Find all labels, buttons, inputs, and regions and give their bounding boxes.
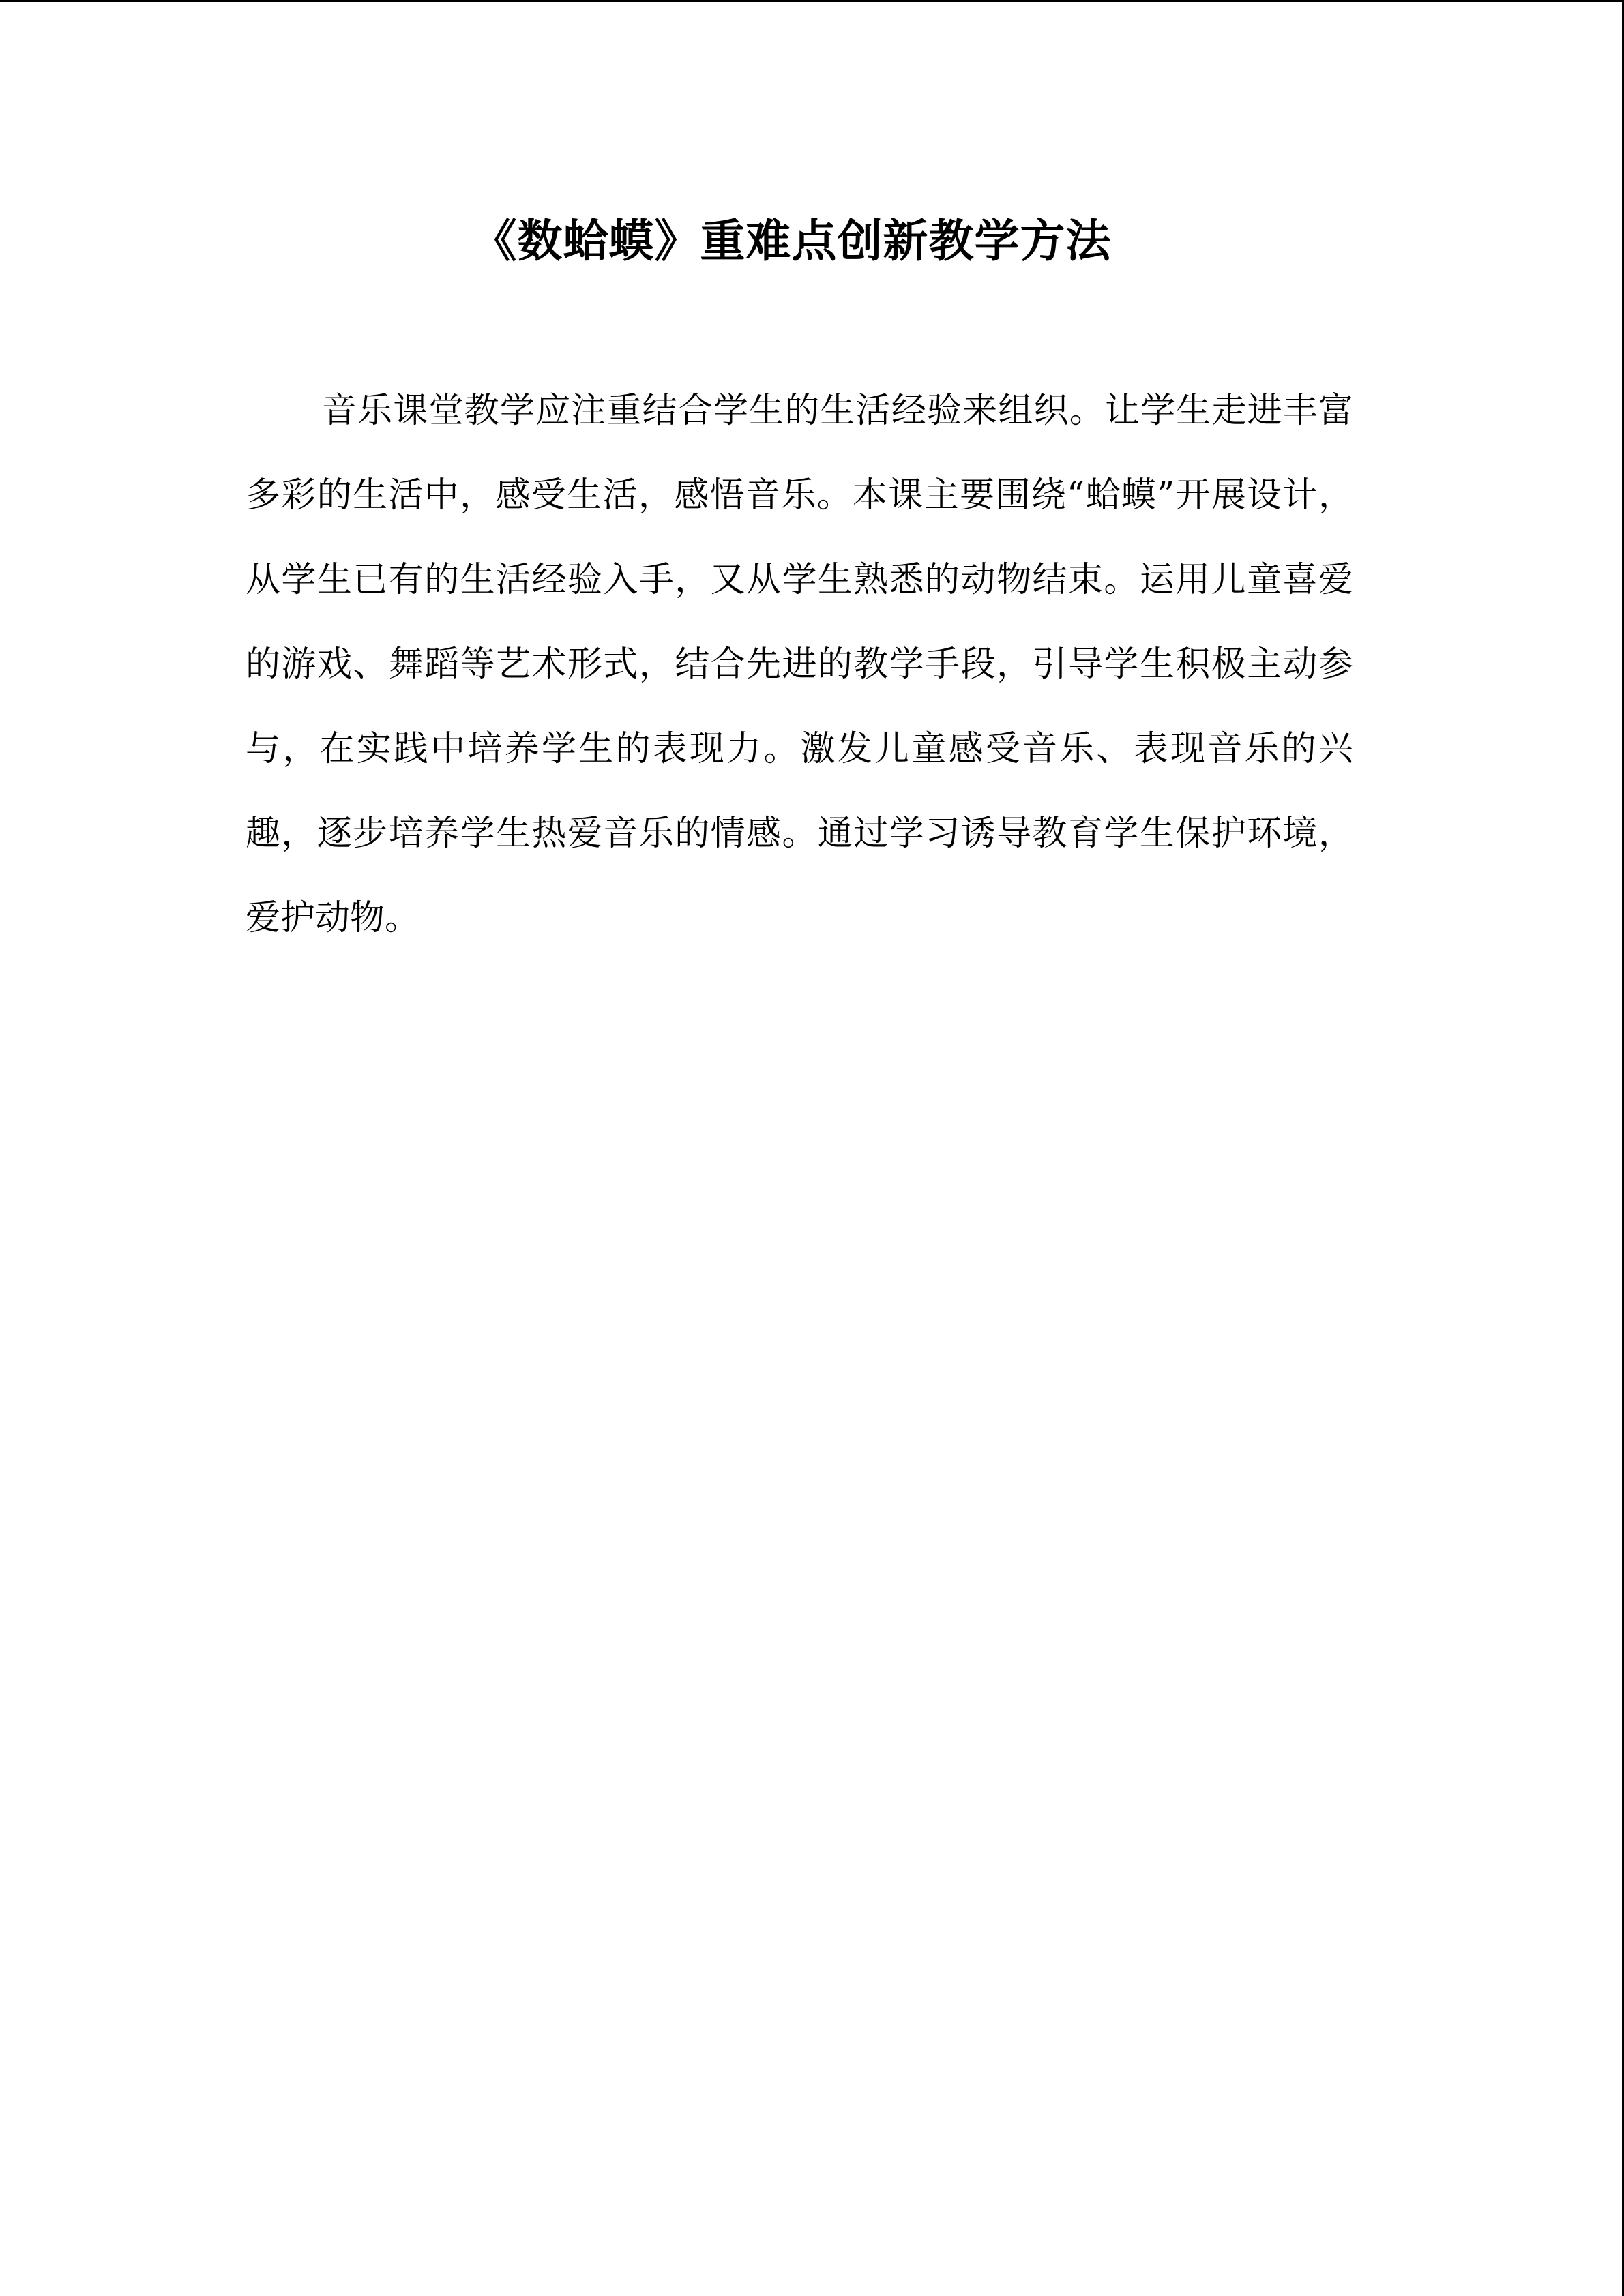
document-body-paragraph: 音乐课堂教学应注重结合学生的生活经验来组织。让学生走进丰富多彩的生活中，感受生活，感悟音乐。本课主要围绕“蛤蟆”开展设计，从学生已有的生活经验入手，又从学生熟悉的动物结束。运用儿童喜爱的游戏、舞蹈等艺术形式，结合先进的教学手段，引导学生积极主动参与，在实践中培养学生的表现力。激发儿童感受音乐、表现音乐的兴趣，逐步培养学生热爱音乐的情感。通过学习诱导教育学生保护环境，爱护动物。 bbox=[246, 391, 1353, 938]
document-title: 《数蛤蟆》重难点创新教学方法 bbox=[471, 214, 1112, 267]
